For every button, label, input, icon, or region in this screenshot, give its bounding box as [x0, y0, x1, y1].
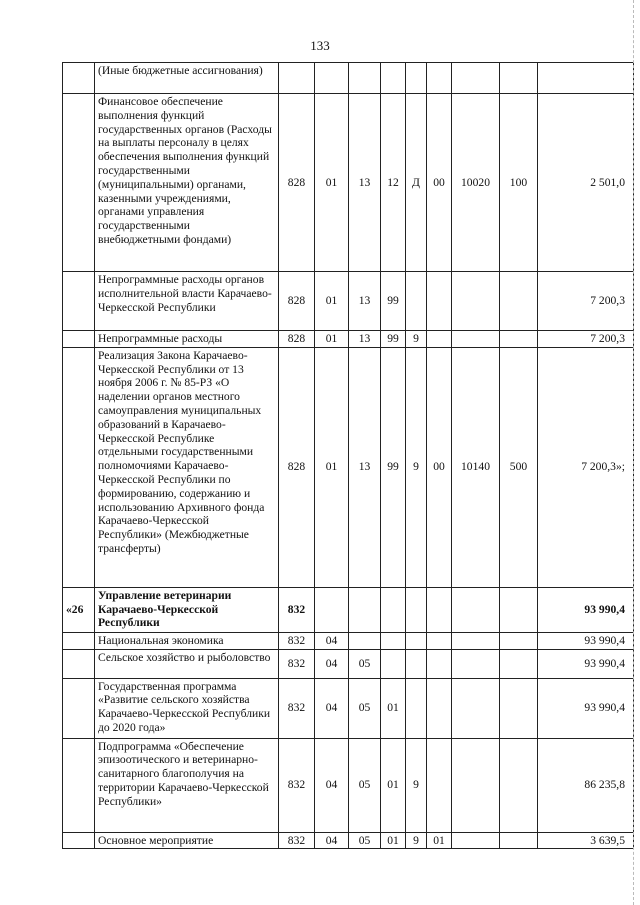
- row-code-c8: [500, 632, 538, 649]
- row-code-c2: [315, 63, 349, 94]
- row-code-c4: 01: [381, 832, 406, 849]
- row-code-c2: 01: [315, 272, 349, 331]
- row-code-c2: 04: [315, 738, 349, 832]
- row-code-c1: 832: [279, 649, 315, 678]
- row-code-c8: [500, 678, 538, 738]
- row-code-c3: 13: [349, 347, 381, 587]
- row-code-c5: [406, 63, 427, 94]
- row-description: Реализация Закона Карачаево-Черкесской Республики от 13 ноября 2006 г. № 85-РЗ «О наделении органов местного самоуправления муниципальных образований в Карачаево-Черкесской Республике отдельными государственными полномочиями Карачаево-Черкесской Республики по формированию, содержанию и использованию Архивного фонда Карачаево-Черкесской Республики» (Межбюджетные трансферты): [95, 347, 279, 587]
- row-code-c4: [381, 587, 406, 632]
- row-code-c3: 05: [349, 649, 381, 678]
- budget-table: [62, 62, 634, 849]
- row-code-c7: 10020: [452, 94, 500, 272]
- table-row: [63, 632, 634, 649]
- row-code-c6: [427, 738, 452, 832]
- table-row: [63, 63, 634, 94]
- row-code-c6: [427, 272, 452, 331]
- row-amount: 2 501,0: [538, 94, 634, 272]
- row-code-c1: 832: [279, 738, 315, 832]
- row-code-c8: [500, 331, 538, 348]
- row-code-c3: 05: [349, 678, 381, 738]
- row-code-c3: [349, 63, 381, 94]
- row-description: Государственная программа «Развитие сельского хозяйства Карачаево-Черкесской Республики до 2020 года»: [95, 678, 279, 738]
- table-row: [63, 587, 634, 632]
- row-amount: 7 200,3»;: [538, 347, 634, 587]
- row-code-c7: [452, 331, 500, 348]
- row-number: [63, 331, 95, 348]
- row-number: [63, 678, 95, 738]
- table-row: [63, 649, 634, 678]
- table-row: [63, 272, 634, 331]
- table-row: [63, 738, 634, 832]
- row-code-c7: [452, 632, 500, 649]
- row-amount: 7 200,3: [538, 272, 634, 331]
- row-code-c2: 04: [315, 832, 349, 849]
- row-code-c6: [427, 632, 452, 649]
- row-code-c8: [500, 832, 538, 849]
- row-code-c3: [349, 632, 381, 649]
- row-code-c8: [500, 587, 538, 632]
- page-number: 133: [310, 38, 330, 53]
- row-code-c1: 828: [279, 331, 315, 348]
- row-code-c5: [406, 678, 427, 738]
- row-code-c3: 13: [349, 272, 381, 331]
- row-code-c1: 828: [279, 347, 315, 587]
- row-code-c2: 04: [315, 632, 349, 649]
- row-code-c7: [452, 678, 500, 738]
- row-code-c3: 13: [349, 94, 381, 272]
- row-code-c5: [406, 649, 427, 678]
- row-code-c1: 828: [279, 94, 315, 272]
- row-number: [63, 63, 95, 94]
- row-code-c4: [381, 63, 406, 94]
- table-row: [63, 832, 634, 849]
- row-code-c6: [427, 678, 452, 738]
- row-code-c2: [315, 587, 349, 632]
- row-code-c2: 04: [315, 649, 349, 678]
- row-number: [63, 632, 95, 649]
- row-code-c2: 04: [315, 678, 349, 738]
- row-code-c6: 01: [427, 832, 452, 849]
- row-code-c1: 832: [279, 632, 315, 649]
- row-code-c7: [452, 738, 500, 832]
- table-row: [63, 678, 634, 738]
- row-code-c8: [500, 63, 538, 94]
- row-number: [63, 272, 95, 331]
- row-amount: 93 990,4: [538, 587, 634, 632]
- row-code-c5: 9: [406, 832, 427, 849]
- row-code-c1: 832: [279, 587, 315, 632]
- row-code-c5: [406, 587, 427, 632]
- row-code-c3: 13: [349, 331, 381, 348]
- row-code-c8: [500, 738, 538, 832]
- row-code-c8: [500, 272, 538, 331]
- row-code-c8: [500, 649, 538, 678]
- row-code-c3: [349, 587, 381, 632]
- row-code-c7: 10140: [452, 347, 500, 587]
- row-code-c6: [427, 331, 452, 348]
- row-code-c4: 99: [381, 272, 406, 331]
- row-code-c4: [381, 649, 406, 678]
- row-code-c1: 832: [279, 832, 315, 849]
- row-amount: 93 990,4: [538, 649, 634, 678]
- row-code-c1: 832: [279, 678, 315, 738]
- row-code-c4: 01: [381, 738, 406, 832]
- row-description: (Иные бюджетные ассигнования): [95, 63, 279, 94]
- row-amount: [538, 63, 634, 94]
- row-description: Непрограммные расходы: [95, 331, 279, 348]
- row-description: Подпрограмма «Обеспечение эпизоотического и ветеринарно-санитарного благополучия на территории Карачаево-Черкесской Республики»: [95, 738, 279, 832]
- table-row: [63, 347, 634, 587]
- row-number: [63, 347, 95, 587]
- row-code-c4: [381, 632, 406, 649]
- row-code-c4: 12: [381, 94, 406, 272]
- row-amount: 93 990,4: [538, 678, 634, 738]
- row-code-c4: 99: [381, 331, 406, 348]
- row-code-c6: [427, 649, 452, 678]
- row-description: Непрограммные расходы органов исполнительной власти Карачаево-Черкесской Республики: [95, 272, 279, 331]
- row-code-c7: [452, 63, 500, 94]
- page-edge-line: [632, 0, 634, 905]
- row-amount: 93 990,4: [538, 632, 634, 649]
- row-description: Национальная экономика: [95, 632, 279, 649]
- row-amount: 3 639,5: [538, 832, 634, 849]
- row-code-c6: 00: [427, 347, 452, 587]
- row-code-c5: [406, 272, 427, 331]
- row-code-c4: 01: [381, 678, 406, 738]
- row-code-c2: 01: [315, 331, 349, 348]
- row-number: [63, 649, 95, 678]
- row-amount: 86 235,8: [538, 738, 634, 832]
- row-description: Финансовое обеспечение выполнения функций государственных органов (Расходы на выплаты персоналу в целях обеспечения выполнения функций государственными (муниципальными) органами, казенными учреждениями, органами управления государственными внебюджетными фондами): [95, 94, 279, 272]
- row-code-c3: 05: [349, 738, 381, 832]
- row-code-c2: 01: [315, 347, 349, 587]
- row-code-c7: [452, 649, 500, 678]
- row-code-c1: [279, 63, 315, 94]
- row-code-c5: Д: [406, 94, 427, 272]
- row-code-c2: 01: [315, 94, 349, 272]
- row-number: «26: [63, 587, 95, 632]
- row-number: [63, 832, 95, 849]
- row-code-c6: 00: [427, 94, 452, 272]
- row-code-c5: 9: [406, 347, 427, 587]
- row-number: [63, 94, 95, 272]
- row-description: Управление ветеринарии Карачаево-Черкесской Республики: [95, 587, 279, 632]
- row-code-c6: [427, 63, 452, 94]
- row-code-c7: [452, 272, 500, 331]
- row-code-c8: 500: [500, 347, 538, 587]
- table-row: [63, 331, 634, 348]
- table-row: [63, 94, 634, 272]
- row-description: Сельское хозяйство и рыболовство: [95, 649, 279, 678]
- row-code-c6: [427, 587, 452, 632]
- row-code-c1: 828: [279, 272, 315, 331]
- row-code-c7: [452, 832, 500, 849]
- row-code-c5: [406, 632, 427, 649]
- row-code-c5: 9: [406, 331, 427, 348]
- row-number: [63, 738, 95, 832]
- row-amount: 7 200,3: [538, 331, 634, 348]
- row-code-c7: [452, 587, 500, 632]
- row-code-c8: 100: [500, 94, 538, 272]
- row-code-c5: 9: [406, 738, 427, 832]
- row-code-c4: 99: [381, 347, 406, 587]
- row-code-c3: 05: [349, 832, 381, 849]
- row-description: Основное мероприятие: [95, 832, 279, 849]
